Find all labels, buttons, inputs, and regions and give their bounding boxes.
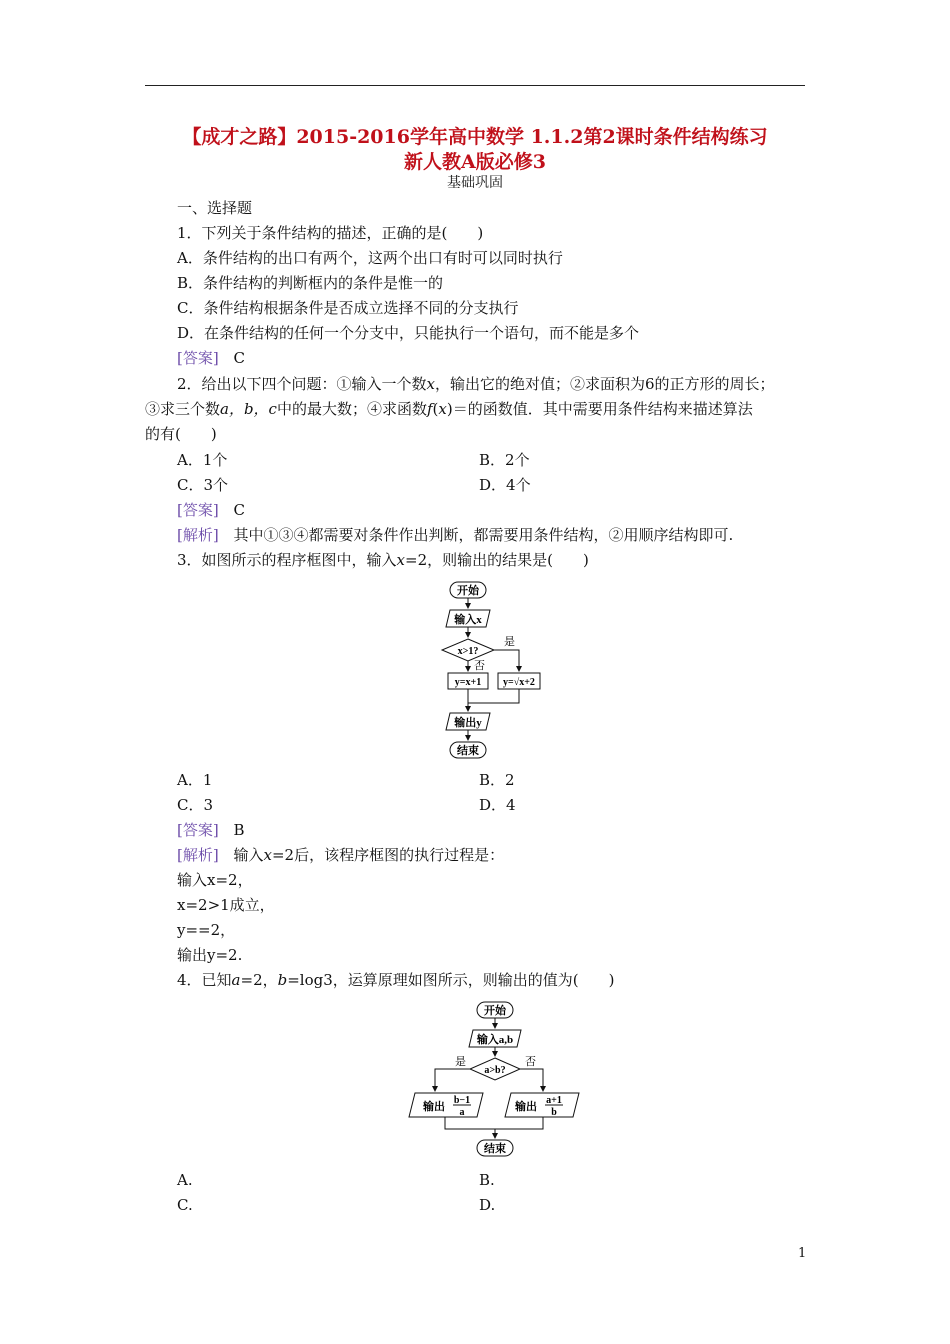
- q2-answer: [177, 500, 245, 520]
- q2-analysis-text: 其中①③④都需要对条件作出判断，都需要用条件结构，②用顺序结构即可.: [233, 526, 734, 544]
- flow-end-text: 结束: [484, 1143, 506, 1155]
- flow-left-text: y=x+1: [454, 677, 482, 688]
- flow-right-num: a+1: [546, 1095, 562, 1106]
- q2-option-c: C．3个: [177, 476, 229, 494]
- answer-tag: [答案]: [177, 501, 219, 519]
- q3-option-d: D．4: [479, 796, 516, 814]
- q1-stem: 1．下列关于条件结构的描述，正确的是( ): [177, 224, 484, 242]
- q1-option-c: C．条件结构根据条件是否成立选择不同的分支执行: [177, 299, 519, 317]
- q1-option-a: A．条件结构的出口有两个，这两个出口有时可以同时执行: [177, 249, 563, 267]
- var-a: a: [231, 971, 241, 989]
- q3-option-a: A．1: [177, 771, 213, 789]
- q4-stem-part: =2，: [240, 971, 278, 989]
- q2-option-b: B．2个: [479, 451, 530, 469]
- q2-option-a: A．1个: [177, 451, 228, 469]
- flow-yes-label: 是: [455, 1056, 466, 1068]
- q2-stem-part: ③求三个数: [145, 400, 221, 418]
- q2-stem-line3: 的有( ): [145, 425, 217, 443]
- q3-step-1: 输入x=2，: [177, 871, 253, 889]
- func-f: f: [426, 400, 433, 418]
- q3-step-4: 输出y=2.: [177, 946, 243, 964]
- q3-analysis: [177, 845, 504, 865]
- q1-option-b: B．条件结构的判断框内的条件是惟一的: [177, 274, 444, 292]
- var-abc: a，b，c: [220, 400, 277, 418]
- q4-stem: [177, 970, 614, 990]
- answer-tag: [答案]: [177, 349, 219, 367]
- flow-left-label: 输出: [423, 1101, 445, 1113]
- q2-option-d: D．4个: [479, 476, 531, 494]
- flow-left-output: [409, 1093, 483, 1117]
- flow-input-text: 输入a,b: [476, 1034, 514, 1046]
- q3-answer-value: B: [233, 821, 245, 839]
- q3-answer: [177, 820, 245, 840]
- q4-stem-part: =log3，运算原理如图所示，则输出的值为( ): [287, 971, 615, 989]
- q4-option-a: A.: [177, 1171, 193, 1189]
- q3-step-2: x=2>1成立，: [177, 896, 275, 914]
- q4-stem-part: 4．已知: [177, 971, 232, 989]
- q2-stem-part: 2．给出以下四个问题：①输入一个数: [177, 375, 427, 393]
- var-x: x: [426, 375, 436, 393]
- var-b: b: [277, 971, 288, 989]
- flow-input-text: 输入x: [454, 614, 482, 626]
- flow-no-label: 否: [525, 1056, 536, 1068]
- q3-analysis-part: 输入: [233, 846, 264, 864]
- flow-decision-text: x>1?: [457, 646, 479, 657]
- q3-stem-part: =2，则输出的结果是( ): [405, 551, 589, 569]
- flow-left-num: b−1: [453, 1095, 471, 1106]
- q3-stem-part: 3．如图所示的程序框图中，输入: [177, 551, 397, 569]
- flow-output-text: 输出y: [454, 717, 482, 729]
- q1-option-d: D．在条件结构的任何一个分支中，只能执行一个语句，而不能是多个: [177, 324, 640, 342]
- page-number: 1: [798, 1246, 807, 1261]
- answer-tag: [答案]: [177, 821, 219, 839]
- q1-answer: [177, 348, 245, 368]
- q2-stem-part: 中的最大数；④求函数: [276, 400, 427, 418]
- var-x: x: [263, 846, 272, 864]
- doc-title-line1: 【成才之路】2015-2016学年高中数学 1.1.2第2课时条件结构练习: [182, 126, 768, 148]
- q2-answer-value: C: [233, 501, 245, 519]
- q3-analysis-part: =2后，该程序框图的执行过程是：: [271, 846, 505, 864]
- q2-stem-line1: [177, 374, 775, 394]
- flow-yes-label: 是: [504, 636, 515, 648]
- q2-stem-part: )＝的函数值．其中需要用条件结构来描述算法: [446, 400, 753, 418]
- q3-stem: [177, 550, 589, 570]
- q3-step-3: y==2，: [177, 921, 236, 939]
- q4-option-d: D.: [479, 1196, 496, 1214]
- flow-end-text: 结束: [457, 745, 479, 757]
- q2-analysis: [177, 525, 733, 545]
- var-x: x: [396, 551, 406, 569]
- doc-subtitle: 基础巩固: [447, 175, 503, 191]
- doc-title-line2: 新人教A版必修3: [404, 151, 546, 173]
- q3-option-b: B．2: [479, 771, 515, 789]
- q2-stem-part: (: [432, 400, 439, 418]
- flow-start-text: 开始: [484, 1005, 506, 1017]
- flow-start-text: 开始: [457, 585, 479, 597]
- flow-no-label: 否: [474, 660, 485, 672]
- q3-option-c: C．3: [177, 796, 214, 814]
- flow-right-label: 输出: [515, 1101, 537, 1113]
- q1-answer-value: C: [233, 349, 245, 367]
- flow-right-text: y=√x+2: [503, 677, 535, 688]
- q2-stem-line2: [145, 399, 753, 419]
- q2-stem-part: ，输出它的绝对值；②求面积为6的正方形的周长；: [435, 375, 775, 393]
- q4-option-b: B.: [479, 1171, 495, 1189]
- section-heading: 一、选择题: [177, 199, 253, 217]
- q4-flowchart: [405, 995, 585, 1165]
- analysis-tag: [解析]: [177, 846, 219, 864]
- q3-flowchart: [430, 575, 560, 765]
- top-rule: [145, 85, 805, 86]
- q4-option-c: C.: [177, 1196, 193, 1214]
- analysis-tag: [解析]: [177, 526, 219, 544]
- flow-decision-text: a>b?: [484, 1065, 506, 1076]
- flow-right-den: b: [551, 1107, 557, 1118]
- flow-left-den: a: [459, 1107, 465, 1118]
- var-x: x: [438, 400, 447, 418]
